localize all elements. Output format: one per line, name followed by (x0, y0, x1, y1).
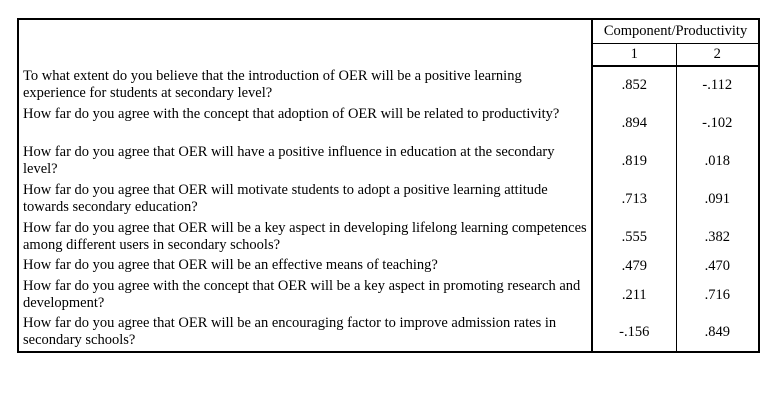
loading-component-2: .382 (704, 228, 730, 245)
loading-component-1: .555 (592, 218, 676, 256)
loading-component-2: -.112 (702, 77, 733, 93)
loading-component-2: .470 (704, 257, 730, 274)
loading-component-2: .716 (704, 286, 730, 303)
header-component-1: 1 (592, 44, 676, 67)
header-empty-cell (18, 19, 592, 66)
question-cell: How far do you agree with the concept that OER will be a key aspect in promoting research and development? (18, 276, 592, 314)
loading-component-2: .091 (704, 190, 730, 207)
table-row (18, 104, 759, 142)
loading-component-1: .894 (592, 104, 676, 142)
table-row (18, 218, 759, 256)
loading-component-1: .479 (592, 256, 676, 276)
header-component-productivity: Component/Productivity (592, 19, 759, 44)
table-row (18, 314, 759, 352)
loading-component-2: -.102 (702, 114, 733, 131)
loading-component-1: .713 (592, 180, 676, 218)
loading-component-1: -.156 (592, 314, 676, 352)
table-row (18, 276, 759, 314)
question-cell: To what extent do you believe that the introduction of OER will be a positive learning experience for students at secondary level? (18, 66, 592, 104)
question-cell: How far do you agree that OER will motivate students to adopt a positive learning attitude towards secondary education? (18, 180, 592, 218)
table-row (18, 142, 759, 180)
table-row (18, 256, 759, 276)
question-cell: How far do you agree that OER will be an effective means of teaching? (18, 256, 592, 276)
loading-component-2: .849 (704, 324, 730, 340)
table-row (18, 66, 759, 104)
question-cell: How far do you agree that OER will be an encouraging factor to improve admission rates in secondary schools? (18, 314, 592, 352)
question-cell: How far do you agree with the concept that adoption of OER will be related to productivity? (18, 104, 592, 142)
question-cell: How far do you agree that OER will have a positive influence in education at the secondary level? (18, 142, 592, 180)
loading-component-1: .211 (592, 276, 676, 314)
header-row-group (18, 19, 759, 44)
component-matrix-table (17, 18, 760, 353)
table-row (18, 180, 759, 218)
loading-component-2: .018 (704, 152, 730, 169)
loading-component-1: .819 (592, 142, 676, 180)
loading-component-1: .852 (592, 66, 676, 104)
question-cell: How far do you agree that OER will be a key aspect in developing lifelong learning competences among different users in secondary schools? (18, 218, 592, 256)
component-matrix-table-container (17, 18, 760, 353)
header-component-2: 2 (676, 44, 759, 67)
